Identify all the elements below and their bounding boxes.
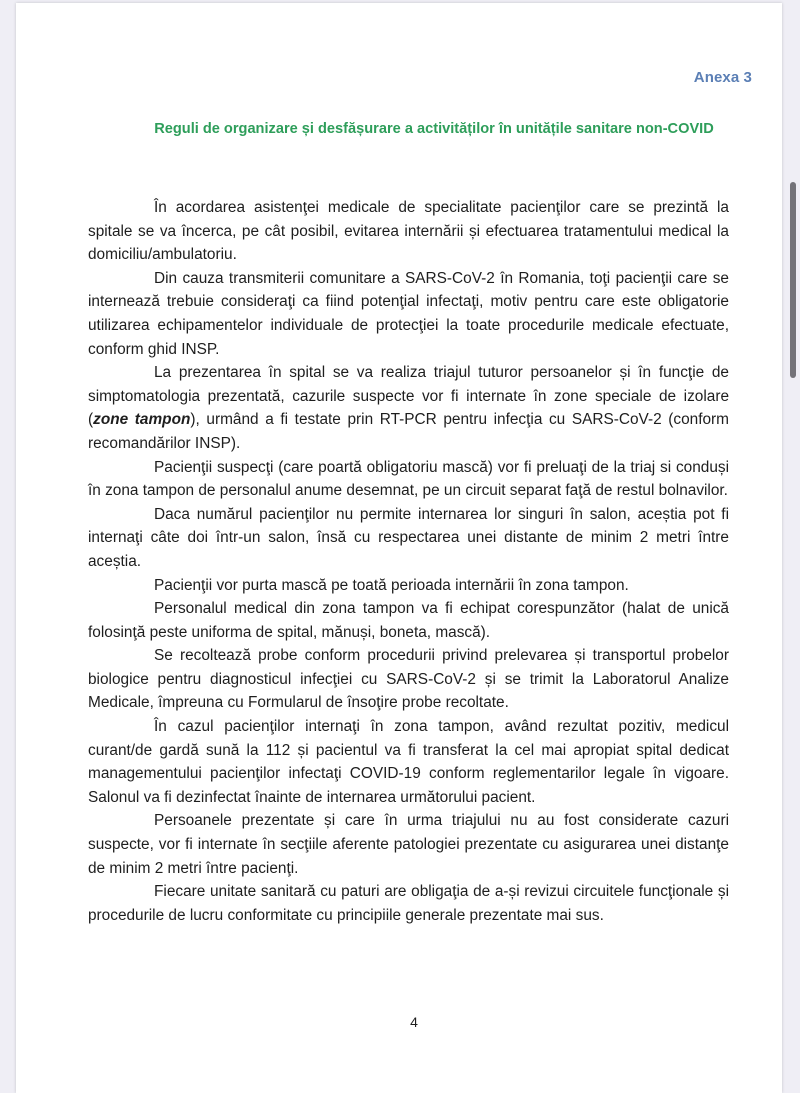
- page-number: 4: [410, 1014, 418, 1030]
- paragraph: Persoanele prezentate și care în urma triajului nu au fost considerate cazuri suspecte, vor fi internate în secţiile aferente patologiei prezentate cu asigurarea unei distanţe de minim 2 metri între pacienţi.: [88, 812, 729, 877]
- paragraph: Pacienţii suspecţi (care poartă obligatoriu mască) vor fi preluaţi de la triaj si conduși în zona tampon de personalul anume desemnat, pe un circuit separat faţă de restul bolnavilor.: [88, 458, 729, 500]
- vertical-scrollbar[interactable]: [787, 170, 797, 400]
- document-page: [16, 3, 782, 1093]
- paragraph: În acordarea asistenţei medicale de specialitate pacienţilor care se prezintă la spitale se va încerca, pe cât posibil, evitarea internării și efectuarea tratamentului medical la domiciliu/ambulatoriu.: [88, 199, 729, 264]
- paragraph: [88, 361, 729, 455]
- scrollbar-thumb[interactable]: [790, 182, 796, 378]
- paragraph: Pacienţii vor purta mască pe toată perioada internării în zona tampon.: [154, 576, 629, 594]
- annex-label: Anexa 3: [693, 69, 752, 86]
- document-title: Reguli de organizare și desfășurare a activităților în unitățile sanitare non-COVID: [154, 121, 714, 137]
- paragraph: Se recoltează probe conform procedurii privind prelevarea și transportul probelor biologice pentru diagnosticul infecţiei cu SARS-CoV-2 și se trimit la Laboratorul Analize Medicale, împreuna cu Formularul de însoţire probe recoltate.: [88, 647, 729, 712]
- paragraph-text: La prezentarea în spital se va realiza triajul tuturor persoanelor și în funcţie de simptomatologia prezentată, cazurile suspecte vor fi internate în zone speciale de izolare (: [88, 364, 729, 429]
- paragraph: Fiecare unitate sanitară cu paturi are obligaţia de a-și revizui circuitele funcţionale și procedurile de lucru conformitate cu principiile generale prezentate mai sus.: [88, 883, 729, 924]
- paragraph: Personalul medical din zona tampon va fi echipat corespunzător (halat de unică folosinţă peste uniforma de spital, mănuși, boneta, mască).: [88, 600, 729, 641]
- document-body: [88, 196, 729, 927]
- paragraph: Daca numărul pacienţilor nu permite internarea lor singuri în salon, aceștia pot fi internaţi câte doi într-un salon, însă cu respectarea unei distante de minim 2 metri între aceștia.: [88, 505, 729, 570]
- paragraph: Din cauza transmiterii comunitare a SARS-CoV-2 în Romania, toţi pacienţii care se internează trebuie consideraţi ca fiind potenţial infectaţi, motiv pentru care este obligatorie utilizarea echipamentelor individuale de protecţiei la toate procedurile medicale efectuate, conform ghid INSP.: [88, 269, 729, 358]
- paragraph: În cazul pacienţilor internaţi în zona tampon, având rezultat pozitiv, medicul curant/de gardă sună la 112 și pacientul va fi transferat la cel mai apropiat spital dedicat managementului pacienţilor infectaţi COVID-19 conform reglementarilor legale în vigoare. Salonul va fi dezinfectat înainte de internarea următorului pacient.: [88, 718, 729, 806]
- paragraph-text: ), urmând a fi testate prin RT-PCR pentru infecţia cu SARS-CoV-2 (conform recomandărilor INSP).: [88, 411, 729, 452]
- emphasis-text: zone tampon: [93, 411, 191, 429]
